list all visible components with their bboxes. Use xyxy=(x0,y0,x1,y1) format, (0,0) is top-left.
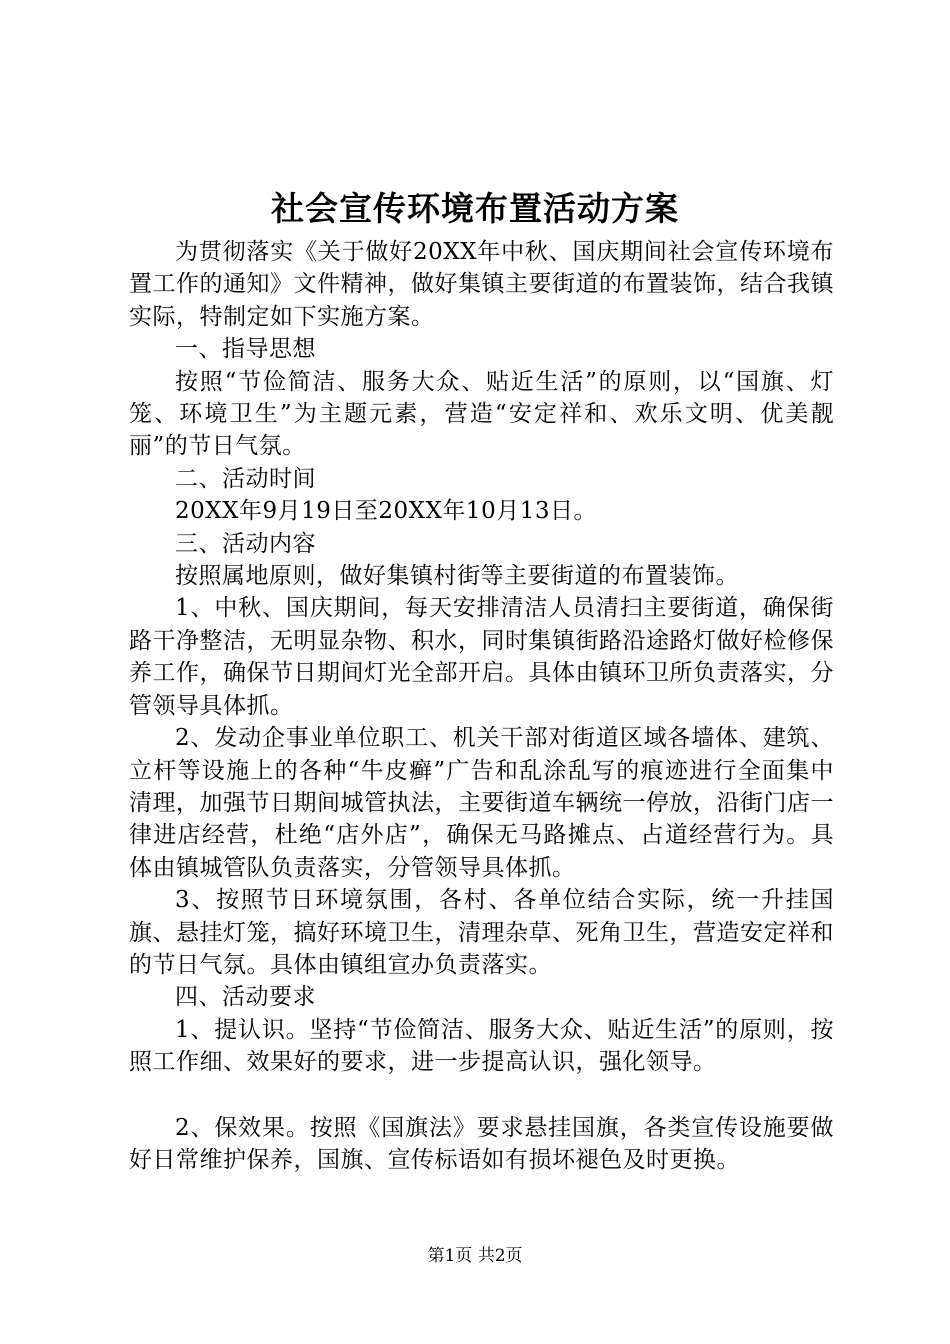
paragraph-activity-content: 按照属地原则，做好集镇村街等主要街道的布置装饰。 xyxy=(175,563,739,590)
heading-activity-content: 三、活动内容 xyxy=(175,530,316,557)
paragraph-content-item-3: 3、按照节日环境氛围，各村、各单位结合实际，统一升挂国旗、悬挂灯笼，搞好环境卫生，清理杂草、死角卫生，营造安定祥和的节日气氛。具体由镇组宣办负责落实。 xyxy=(129,887,834,978)
page-footer: 第1页 共2页 xyxy=(427,1246,523,1266)
document-body xyxy=(129,236,834,1176)
paragraph-requirement-1: 1、提认识。坚持“节俭简洁、服务大众、贴近生活”的原则，按照工作细、效果好的要求，进一步提高认识，强化领导。 xyxy=(129,1016,834,1076)
document-title: 社会宣传环境布置活动方案 xyxy=(271,189,679,228)
paragraph-content-item-1: 1、中秋、国庆期间，每天安排清洁人员清扫主要街道，确保街路干净整洁，无明显杂物、积水，同时集镇街路沿途路灯做好检修保养工作，确保节日期间灯光全部开启。具体由镇环卫所负责落实，分管领导具体抓。 xyxy=(129,595,834,719)
paragraph-guiding-ideology: 按照“节俭简洁、服务大众、贴近生活”的原则，以“国旗、灯笼、环境卫生”为主题元素，营造“安定祥和、欢乐文明、优美靓丽”的节日气氛。 xyxy=(129,368,834,460)
paragraph-content-item-2: 2、发动企事业单位职工、机关干部对街道区域各墙体、建筑、立杆等设施上的各种“牛皮癣”广告和乱涂乱写的痕迹进行全面集中清理，加强节日期间城管执法，主要街道车辆统一停放，沿街门店一律进店经营，杜绝“店外店”，确保无马路摊点、占道经营行为。具体由镇城管队负责落实，分管领导具体抓。 xyxy=(129,725,834,881)
paragraph-requirement-2: 2、保效果。按照《国旗法》要求悬挂国旗，各类宣传设施要做好日常维护保养，国旗、宣传标语如有损坏褪色及时更换。 xyxy=(129,1114,834,1173)
paragraph-intro: 为贯彻落实《关于做好20XX年中秋、国庆期间社会宣传环境布置工作的通知》文件精神，做好集镇主要街道的布置装饰，结合我镇实际，特制定如下实施方案。 xyxy=(129,239,834,330)
paragraph-activity-time: 20XX年9月19日至20XX年10月13日。 xyxy=(175,498,597,525)
heading-activity-requirements: 四、活动要求 xyxy=(175,984,316,1011)
heading-activity-time: 二、活动时间 xyxy=(175,465,316,492)
heading-guiding-ideology: 一、指导思想 xyxy=(175,336,316,363)
